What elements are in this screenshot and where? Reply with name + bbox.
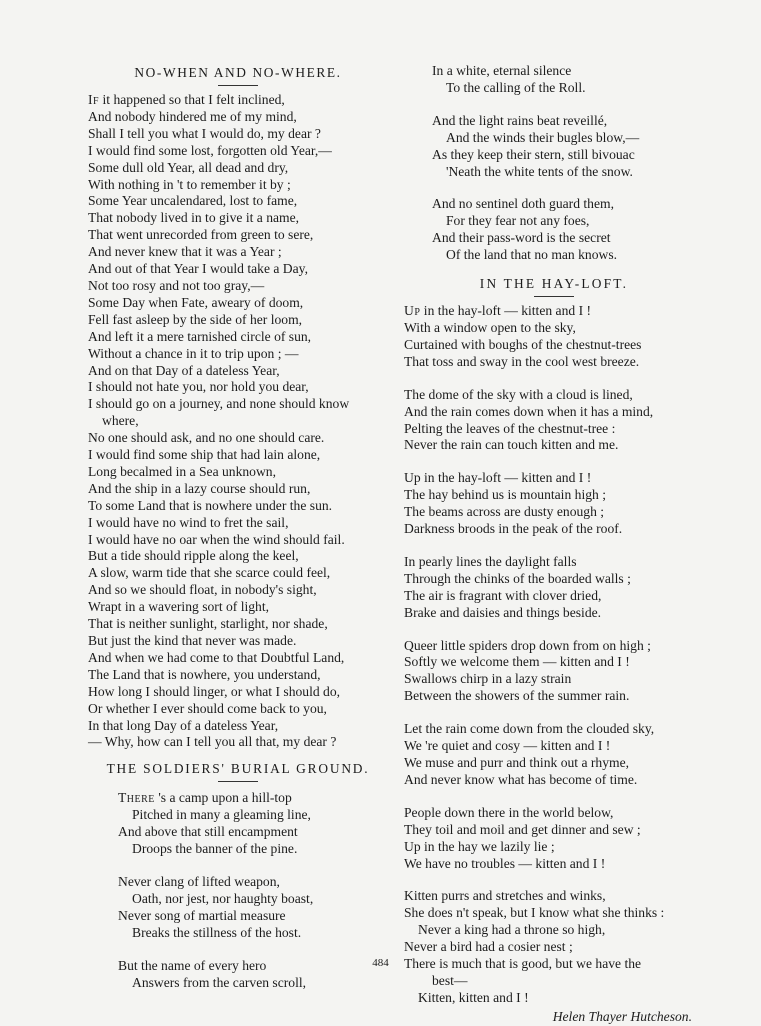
poem3-stanza3: [404, 470, 704, 538]
poem-line: In a white, eternal silence: [432, 63, 572, 78]
poem-line: That nobody lived in to give it a name,: [88, 210, 300, 226]
poem-line: Queer little spiders drop down from on high ;: [404, 637, 651, 653]
poem-line: Droops the banner of the pine.: [132, 841, 298, 857]
poem-title-no-when: NO-WHEN AND NO-WHERE.: [134, 65, 342, 80]
poem3-stanza5: [404, 638, 704, 706]
poem-line: Without a chance in it to trip upon ; —: [88, 345, 299, 361]
poem2-stanza6: [432, 196, 704, 264]
poem-line: Never a king had a throne so high,: [418, 922, 606, 938]
poem-line: The hay behind us is mountain high ;: [404, 487, 606, 503]
poem-line: I would find some ship that had lain alone,: [88, 447, 321, 463]
poem-line: And so we should float, in nobody's sight,: [88, 582, 317, 598]
poem-line: And left it a mere tarnished circle of sun,: [88, 328, 312, 344]
poem-line: Pelting the leaves of the chestnut-tree :: [404, 420, 616, 436]
poem-line: And the light rains beat reveillé,: [432, 112, 608, 128]
poem2-stanza2: [118, 874, 388, 942]
poem-line: And never knew that it was a Year ;: [88, 244, 282, 260]
poem-line: And the winds their bugles blow,—: [446, 129, 640, 145]
poem-line: We have no troubles — kitten and I !: [404, 855, 606, 871]
poem-line-text: in the hay-loft — kitten and I !: [420, 303, 592, 319]
poem-line: But the name of every hero: [118, 957, 267, 973]
poem-line: Never clang of lifted weapon,: [118, 873, 280, 889]
poem-line: That went unrecorded from green to sere,: [88, 227, 314, 243]
drop-word: If: [88, 92, 100, 107]
poem-line: The Land that is nowhere, you understand,: [88, 666, 321, 682]
poem-line: Of the land that no man knows.: [446, 247, 618, 263]
poem-line: Never the rain can touch kitten and me.: [404, 437, 619, 453]
poem-line: With nothing in 't to remember it by ;: [88, 176, 291, 192]
poem-line: The air is fragrant with clover dried,: [404, 587, 602, 603]
poem-line: [118, 790, 388, 807]
drop-word: Up: [404, 303, 421, 319]
poem2-stanza5: [432, 113, 704, 181]
poem-line: A slow, warm tide that she scarce could feel,: [88, 565, 331, 581]
poem-line: There is much that is good, but we have the: [404, 956, 642, 972]
poem-line: They toil and moil and get dinner and sew ;: [404, 821, 641, 837]
poem-line: For they fear not any foes,: [446, 213, 590, 229]
poem-line: Some dull old Year, all dead and dry,: [88, 159, 289, 175]
poem-line: Answers from the carven scroll,: [132, 974, 307, 990]
poem-line: The dome of the sky with a cloud is lined,: [404, 386, 633, 402]
poem-line: And when we had come to that Doubtful Land,: [88, 649, 345, 665]
poem2-stanza1: [118, 807, 388, 858]
poem-line: I should go on a journey, and none should know: [88, 396, 350, 412]
poem-line: To the calling of the Roll.: [446, 79, 586, 95]
poem3-stanza6: [404, 721, 704, 789]
poem-line: And the ship in a lazy course should run,: [88, 480, 311, 496]
poem-line: No one should ask, and no one should care.: [88, 430, 325, 446]
poem-line: Not too rosy and not too gray,—: [88, 277, 265, 293]
poem-line: Pitched in many a gleaming line,: [132, 807, 311, 823]
poem-line: Oath, nor jest, nor haughty boast,: [132, 890, 314, 906]
poem-line: In that long Day of a dateless Year,: [88, 717, 279, 733]
poem-line-text: 's a camp upon a hill-top: [154, 790, 292, 806]
poem-line: I would find some lost, forgotten old Year,—: [88, 142, 332, 158]
poem2-continued: [404, 63, 704, 264]
poem-line: And nobody hindered me of my mind,: [88, 108, 297, 124]
poem-line: And never know what has become of time.: [404, 771, 638, 787]
poem-line: How long I should linger, or what I should do,: [88, 683, 341, 699]
title-rule: [534, 296, 574, 297]
poem-line: To some Land that is nowhere under the sun.: [88, 497, 333, 513]
left-column: [88, 63, 388, 991]
poem-line: Long becalmed in a Sea unknown,: [88, 463, 276, 479]
right-column: [404, 63, 704, 1026]
poem-line: Darkness broods in the peak of the roof.: [404, 521, 623, 537]
poem-line: And their pass-word is the secret: [432, 230, 611, 246]
poem-line: I would have no oar when the wind should fail.: [88, 531, 345, 547]
poem-title-hay-loft: IN THE HAY-LOFT.: [479, 276, 629, 292]
poem-line: Some Year uncalendared, lost to fame,: [88, 193, 298, 209]
poem-line-wrap: best—: [432, 972, 468, 988]
poem-line: Softly we welcome them — kitten and I !: [404, 654, 630, 670]
poem-line: Kitten purrs and stretches and winks,: [404, 888, 606, 904]
poem-line: Never song of martial measure: [118, 907, 286, 923]
poem-line: And the rain comes down when it has a mind,: [404, 403, 654, 419]
poem-line: Or whether I ever should come back to you,: [88, 700, 327, 716]
poem-line: And no sentinel doth guard them,: [432, 196, 614, 212]
poem3-stanza7: [404, 805, 704, 873]
poem1-lines-a: [88, 109, 388, 413]
poem-line: Let the rain come down from the clouded sky,: [404, 721, 655, 737]
poem-title-soldiers: THE SOLDIERS' BURIAL GROUND.: [106, 761, 370, 777]
poem-line: With a window open to the sky,: [404, 319, 576, 335]
poem-line: Some Day when Fate, aweary of doom,: [88, 294, 304, 310]
poem-line: Up in the hay-loft — kitten and I !: [404, 470, 592, 486]
poem-line: But just the kind that never was made.: [88, 633, 297, 648]
poem-line: Shall I tell you what I would do, my dear ?: [88, 125, 321, 141]
title-rule: [218, 85, 258, 86]
poem-last-line: Kitten, kitten and I !: [418, 989, 529, 1005]
poem-line: She does n't speak, but I know what she thinks :: [404, 905, 665, 921]
poem-line: Breaks the stillness of the host.: [132, 924, 302, 940]
poem-line: Brake and daisies and things beside.: [404, 604, 602, 620]
poem-line: Wrapt in a wavering sort of light,: [88, 599, 270, 615]
poem-line: Fell fast asleep by the side of her loom,: [88, 311, 303, 327]
poem-line: We 're quiet and cosy — kitten and I !: [404, 738, 611, 754]
poem-line: And out of that Year I would take a Day,: [88, 261, 308, 277]
poem-line: Swallows chirp in a lazy strain: [404, 671, 572, 687]
poem1-lines-b: [88, 430, 388, 751]
poem-line: And on that Day of a dateless Year,: [88, 362, 280, 378]
poem-line: People down there in the world below,: [404, 804, 614, 820]
poem-line-text: it happened so that I felt inclined,: [99, 92, 285, 107]
poem-line: We muse and purr and think out a rhyme,: [404, 755, 630, 770]
poem3-stanza8b: [404, 922, 704, 939]
poem-line: That is neither sunlight, starlight, nor shade,: [88, 616, 328, 632]
poem-line: — Why, how can I tell you all that, my dear ?: [88, 734, 337, 750]
author-signature: Helen Thayer Hutcheson.: [552, 1008, 692, 1024]
poem-line: I should not hate you, nor hold you dear,: [88, 379, 309, 395]
poem-line: 'Neath the white tents of the snow.: [446, 163, 633, 179]
poem-line: I would have no wind to fret the sail,: [88, 514, 289, 530]
poem-line: That toss and sway in the cool west breeze.: [404, 353, 640, 369]
poem-line: But a tide should ripple along the keel,: [88, 548, 299, 564]
poem-line: Up in the hay we lazily lie ;: [404, 838, 555, 854]
poem-line: Never a bird had a cosier nest ;: [404, 939, 573, 955]
poem-line: [88, 92, 388, 109]
poem-line: And above that still encampment: [118, 824, 298, 840]
poem3-stanza8a: [404, 888, 704, 922]
poem-line-wrap: where,: [102, 413, 139, 429]
poem3-stanza1: [404, 320, 704, 371]
poem-line: The beams across are dusty enough ;: [404, 504, 605, 520]
poem2-stanza4: [432, 63, 704, 97]
poem3-stanza4: [404, 554, 704, 622]
title-rule: [218, 781, 258, 782]
poem-line: Through the chinks of the boarded walls ;: [404, 570, 631, 586]
poem-line: In pearly lines the daylight falls: [404, 553, 577, 569]
poem-line: As they keep their stern, still bivouac: [432, 146, 635, 162]
poem-line: [404, 303, 704, 320]
page-number: 484: [372, 957, 389, 969]
poem-line: Between the showers of the summer rain.: [404, 688, 630, 704]
poem-line: Curtained with boughs of the chestnut-trees: [404, 336, 642, 352]
poem3-stanza2: [404, 387, 704, 455]
drop-word: There: [118, 790, 155, 806]
